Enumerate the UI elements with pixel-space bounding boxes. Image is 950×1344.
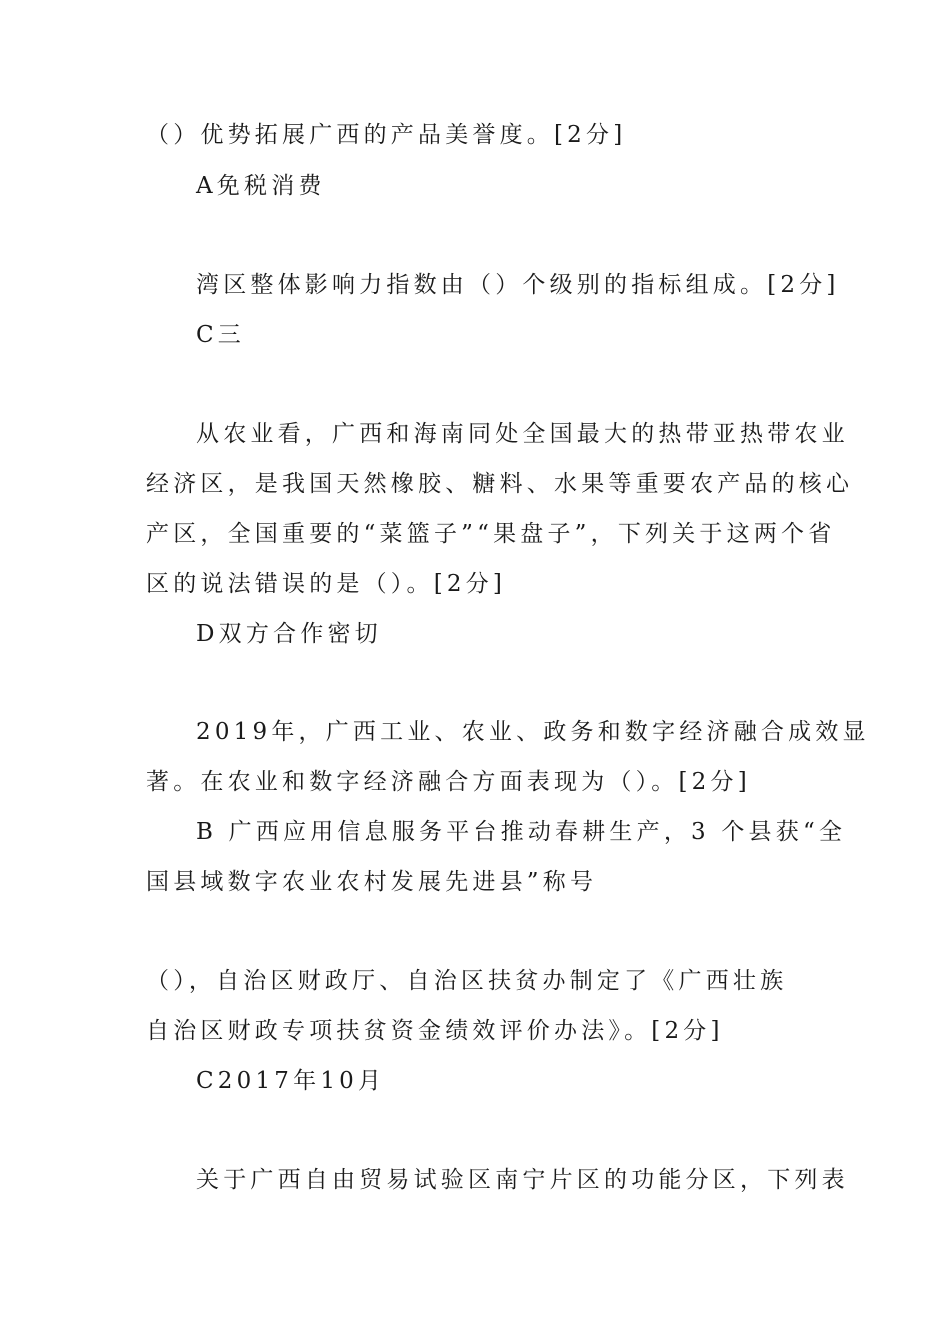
- answer-2-text: C三: [196, 322, 245, 348]
- answer-3-text: D双方合作密切: [196, 621, 382, 647]
- answer-4-line-1: B 广西应用信息服务平台推动春耕生产，3 个县获“全: [196, 819, 847, 845]
- answer-5-text: C2017年10月: [196, 1068, 386, 1094]
- question-3-line-4: 区的说法错误的是（）。[2分]: [146, 571, 507, 597]
- question-1-text: （）优势拓展广西的产品美誉度。[2分]: [146, 122, 627, 148]
- question-6-line-1: 关于广西自由贸易试验区南宁片区的功能分区，下列表: [196, 1167, 849, 1193]
- question-4-line-2: 著。在农业和数字经济融合方面表现为（）。[2分]: [146, 769, 751, 795]
- question-3-line-3: 产区，全国重要的“菜篮子”“果盘子”，下列关于这两个省: [146, 521, 836, 547]
- question-2-text: 湾区整体影响力指数由（）个级别的指标组成。[2分]: [196, 272, 840, 298]
- question-5-line-1: （），自治区财政厅、自治区扶贫办制定了《广西壮族: [146, 968, 788, 994]
- question-4-line-1: 2019年，广西工业、农业、政务和数字经济融合成效显: [196, 719, 870, 745]
- question-3-line-2: 经济区，是我国天然橡胶、糖料、水果等重要农产品的核心: [146, 471, 854, 497]
- answer-1-text: A免税消费: [196, 173, 326, 199]
- question-3-line-1: 从农业看，广西和海南同处全国最大的热带亚热带农业: [196, 421, 849, 447]
- answer-4-line-2: 国县域数字农业农村发展先进县”称号: [146, 869, 598, 895]
- question-5-line-2: 自治区财政专项扶贫资金绩效评价办法》。[2分]: [146, 1018, 724, 1044]
